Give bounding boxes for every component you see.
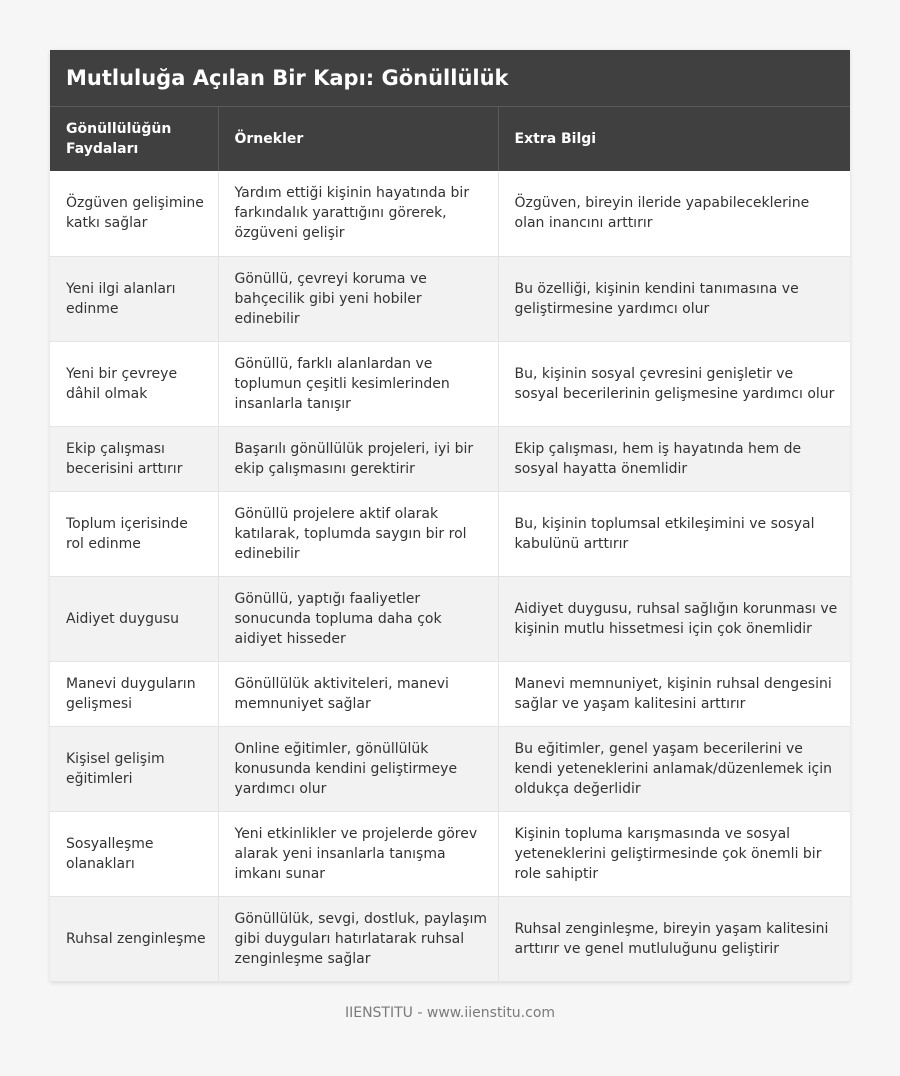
table-row: [50, 896, 850, 981]
benefit-cell: Özgüven gelişimine katkı sağlar: [50, 171, 218, 256]
example-cell: Başarılı gönüllülük projeleri, iyi bir ekip çalışmasını gerektirir: [218, 426, 498, 491]
example-cell: Gönüllülük aktiviteleri, manevi memnuniyet sağlar: [218, 661, 498, 726]
column-header-extra-info: Extra Bilgi: [498, 107, 850, 171]
extra-info-cell: Bu özelliği, kişinin kendini tanımasına ve geliştirmesine yardımcı olur: [498, 256, 850, 341]
extra-info-cell: Kişinin topluma karışmasında ve sosyal yeteneklerini geliştirmesinde çok önemli bir role sahiptir: [498, 811, 850, 896]
extra-info-cell: Ruhsal zenginleşme, bireyin yaşam kalitesini arttırır ve genel mutluluğunu geliştirir: [498, 896, 850, 981]
example-cell: Gönüllü, yaptığı faaliyetler sonucunda topluma daha çok aidiyet hisseder: [218, 576, 498, 661]
benefit-cell: Toplum içerisinde rol edinme: [50, 491, 218, 576]
header-row: [50, 107, 850, 171]
benefit-cell: Yeni bir çevreye dâhil olmak: [50, 341, 218, 426]
benefit-cell: Ruhsal zenginleşme: [50, 896, 218, 981]
benefit-cell: Manevi duyguların gelişmesi: [50, 661, 218, 726]
benefit-cell: Yeni ilgi alanları edinme: [50, 256, 218, 341]
table-row: [50, 256, 850, 341]
extra-info-cell: Bu, kişinin toplumsal etkileşimini ve sosyal kabulünü arttırır: [498, 491, 850, 576]
table-row: [50, 491, 850, 576]
extra-info-cell: Manevi memnuniyet, kişinin ruhsal dengesini sağlar ve yaşam kalitesini arttırır: [498, 661, 850, 726]
extra-info-cell: Bu eğitimler, genel yaşam becerilerini ve kendi yeteneklerini anlamak/düzenlemek için oldukça değerlidir: [498, 726, 850, 811]
table-title: Mutluluğa Açılan Bir Kapı: Gönüllülük: [50, 50, 850, 107]
benefit-cell: Sosyalleşme olanakları: [50, 811, 218, 896]
table-row: [50, 811, 850, 896]
footer-credit: IIENSTITU - www.iienstitu.com: [344, 1005, 556, 1021]
table-row: [50, 576, 850, 661]
extra-info-cell: Özgüven, bireyin ileride yapabileceklerine olan inancını arttırır: [498, 171, 850, 256]
example-cell: Gönüllülük, sevgi, dostluk, paylaşım gibi duyguları hatırlatarak ruhsal zenginleşme sağlar: [218, 896, 498, 981]
table-card: [50, 50, 850, 982]
example-cell: Online eğitimler, gönüllülük konusunda kendini geliştirmeye yardımcı olur: [218, 726, 498, 811]
table-row: [50, 661, 850, 726]
benefit-cell: Aidiyet duygusu: [50, 576, 218, 661]
column-header-benefits: Gönüllülüğün Faydaları: [50, 107, 218, 171]
example-cell: Gönüllü projelere aktif olarak katılarak, toplumda saygın bir rol edinebilir: [218, 491, 498, 576]
extra-info-cell: Bu, kişinin sosyal çevresini genişletir ve sosyal becerilerinin gelişmesine yardımcı olur: [498, 341, 850, 426]
table-row: [50, 171, 850, 256]
example-cell: Gönüllü, çevreyi koruma ve bahçecilik gibi yeni hobiler edinebilir: [218, 256, 498, 341]
benefit-cell: Ekip çalışması becerisini arttırır: [50, 426, 218, 491]
example-cell: Yeni etkinlikler ve projelerde görev alarak yeni insanlarla tanışma imkanı sunar: [218, 811, 498, 896]
table-row: [50, 426, 850, 491]
column-header-examples: Örnekler: [218, 107, 498, 171]
example-cell: Gönüllü, farklı alanlardan ve toplumun çeşitli kesimlerinden insanlarla tanışır: [218, 341, 498, 426]
extra-info-cell: Ekip çalışması, hem iş hayatında hem de sosyal hayatta önemlidir: [498, 426, 850, 491]
benefit-cell: Kişisel gelişim eğitimleri: [50, 726, 218, 811]
extra-info-cell: Aidiyet duygusu, ruhsal sağlığın korunması ve kişinin mutlu hissetmesi için çok önemlidir: [498, 576, 850, 661]
example-cell: Yardım ettiği kişinin hayatında bir farkındalık yarattığını görerek, özgüveni gelişir: [218, 171, 498, 256]
benefits-table: [50, 107, 850, 982]
table-row: [50, 341, 850, 426]
table-row: [50, 726, 850, 811]
